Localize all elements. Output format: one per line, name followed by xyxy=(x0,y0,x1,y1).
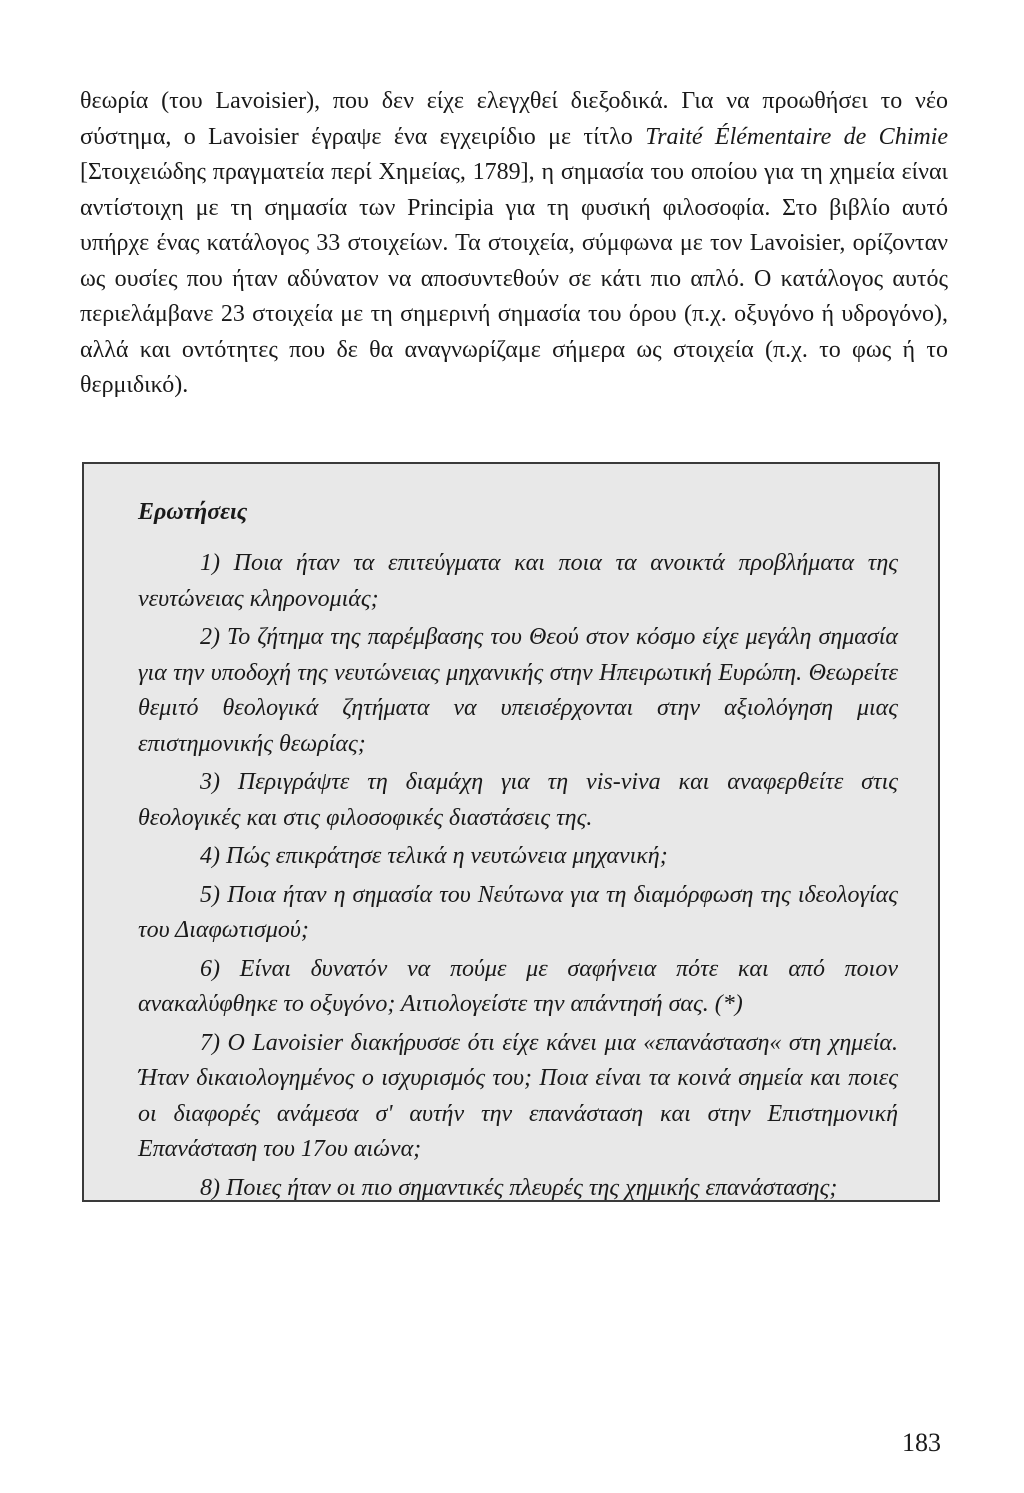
question-item-1: 1) Ποια ήταν τα επιτεύγματα και ποια τα ανοικτά προβλήματα της νευτώνειας κληρονομιάς; xyxy=(138,550,898,612)
question-item-3: 3) Περιγράψτε τη διαμάχη για τη vis-viva και αναφερθείτε στις θεολογικές και στις φιλοσοφικές διαστάσεις της. xyxy=(138,769,898,831)
question-item-5: 5) Ποια ήταν η σημασία του Νεύτωνα για τη διαμόρφωση της ιδεολογίας του Διαφωτισμού; xyxy=(138,881,898,943)
question-item-2: 2) Το ζήτημα της παρέμβασης του Θεού στον κόσμο είχε μεγάλη σημασία για την υποδοχή της νευτώνειας μηχανικής στην Ηπειρωτική Ευρώπη. Θεωρείτε θεμιτό θεολογικά ζητήματα να υπεισέρχονται στην αξιολόγηση μιας επιστημονικής θεωρίας; xyxy=(138,624,898,757)
intro-paragraph xyxy=(80,84,948,404)
questions-list xyxy=(138,546,898,1206)
question-item-7: 7) Ο Lavoisier διακήρυσσε ότι είχε κάνει μια «επανάσταση« στη χημεία. Ήταν δικαιολογημένος ο ισχυρισμός του; Ποια είναι τα κοινά σημεία και ποιες οι διαφορές ανάμεσα σ' αυτήν την επανάσταση και στην Επιστημονική Επανάσταση του 17ου αιώνα; xyxy=(138,1029,898,1162)
question-item-8: 8) Ποιες ήταν οι πιο σημαντικές πλευρές της χημικής επανάστασης; xyxy=(200,1174,838,1201)
intro-text-part2: [Στοιχειώδης πραγματεία περί Χημείας, 1789], η σημασία του οποίου για τη χημεία είναι αντίστοιχη με τη σημασία των Principia για τη φυσική φιλοσοφία. Στο βιβλίο αυτό υπήρχε ένας κατάλογος 33 στοιχείων. Τα στοιχεία, σύμφωνα με τον Lavoisier, ορίζονταν ως ουσίες που ήταν αδύνατον να αποσυντεθούν σε κάτι πιο απλό. Ο κατάλογος αυτός περιελάμβανε 23 στοιχεία με τη σημερινή σημασία του όρου (π.χ. οξυγόνο ή υδρογόνο), αλλά και οντότητες που δε θα αναγνωρίζαμε σήμερα ως στοιχεία (π.χ. το φως ή το θερμιδικό). xyxy=(80,159,948,398)
questions-box xyxy=(82,462,940,1202)
intro-text-part1: θεωρία (του Lavoisier), που δεν είχε ελεγχθεί διεξοδικά. Για να προωθήσει το νέο σύστημα, ο Lavoisier έγραψε ένα εγχειρίδιο με τίτλο xyxy=(80,88,948,150)
question-item-6: 6) Είναι δυνατόν να πούμε με σαφήνεια πότε και από ποιον ανακαλύφθηκε το οξυγόνο; Αιτιολογείστε την απάντησή σας. (*) xyxy=(138,955,898,1017)
page-number: 183 xyxy=(902,1428,941,1457)
question-item-4: 4) Πώς επικράτησε τελικά η νευτώνεια μηχανική; xyxy=(200,843,668,869)
intro-book-title: Traité Élémentaire de Chimie xyxy=(645,123,949,150)
questions-heading: Ερωτήσεις xyxy=(138,499,248,525)
